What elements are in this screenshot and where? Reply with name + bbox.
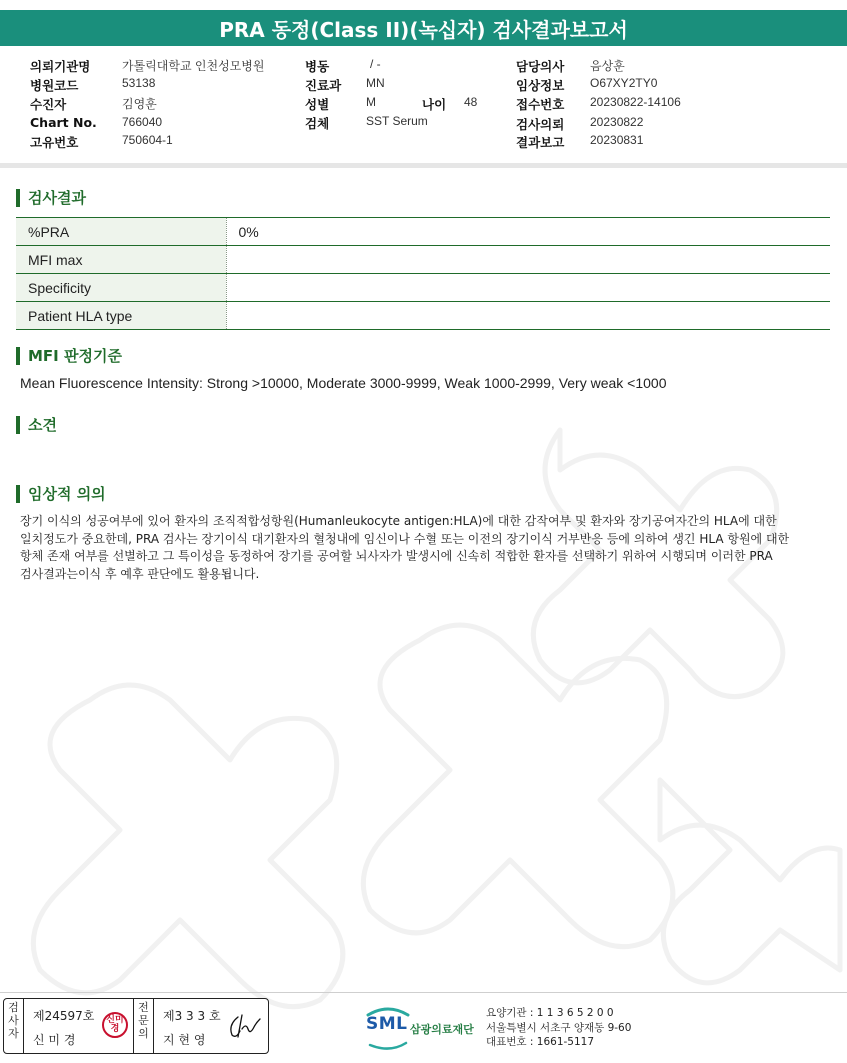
label-chart-no: Chart No. xyxy=(30,115,97,130)
institution-code: 요양기관 : 1 1 3 6 5 2 0 0 xyxy=(486,1007,614,1019)
results-table xyxy=(16,217,830,330)
examiner-label-text: 검사자 xyxy=(8,1001,19,1040)
section-results-title: 검사결과 xyxy=(16,189,86,207)
clinical-line: 검사결과는이식 후 예후 판단에도 활용됩니다. xyxy=(20,566,260,581)
label-department: 진료과 xyxy=(305,78,342,93)
value-doctor: 음상훈 xyxy=(590,59,625,73)
section-clinical-title: 임상적 의의 xyxy=(16,485,106,503)
examiner-seal-icon: 신미경 xyxy=(102,1012,128,1038)
signature-icon xyxy=(226,1011,262,1041)
section-opinion-title: 소견 xyxy=(16,416,57,434)
value-age: 48 xyxy=(464,95,478,109)
table-row xyxy=(16,218,830,246)
value-clinical-info: O67XY2TY0 xyxy=(590,76,658,90)
table-row xyxy=(16,302,830,330)
institution-name: 삼광의료재단 xyxy=(410,1023,474,1036)
signature-box xyxy=(3,998,269,1054)
value-institution: 가톨릭대학교 인천성모병원 xyxy=(122,59,265,73)
value-unique-no: 750604-1 xyxy=(122,133,173,147)
clinical-significance-text xyxy=(20,513,810,583)
value-report-date: 20230831 xyxy=(590,133,644,147)
footer-divider xyxy=(0,992,847,993)
institution-info xyxy=(486,1006,631,1050)
result-label: MFI max xyxy=(16,246,226,274)
specialist-name: 지 현 영 xyxy=(163,1033,206,1047)
result-label: Patient HLA type xyxy=(16,302,226,330)
value-patient: 김영훈 xyxy=(122,97,157,111)
label-unique-no: 고유번호 xyxy=(30,135,79,150)
label-specimen: 검체 xyxy=(305,116,330,131)
label-hospital-code: 병원코드 xyxy=(30,78,79,93)
mfi-criteria-text: Mean Fluorescence Intensity: Strong >10000, Moderate 3000-9999, Weak 1000-2999, Very weak <1000 xyxy=(20,375,667,391)
label-patient: 수진자 xyxy=(30,97,67,112)
specialist-label xyxy=(134,999,154,1053)
value-hospital-code: 53138 xyxy=(122,76,156,90)
label-receipt-no: 접수번호 xyxy=(516,97,565,112)
examiner-cell xyxy=(24,999,134,1053)
section-criteria-title: MFI 판정기준 xyxy=(16,347,122,365)
result-value xyxy=(226,246,830,274)
specialist-license: 제3 3 3 호 xyxy=(163,1009,221,1023)
label-clinical-info: 임상정보 xyxy=(516,78,565,93)
patient-info-block xyxy=(0,50,847,162)
value-department: MN xyxy=(366,76,385,90)
result-label: %PRA xyxy=(16,218,226,246)
label-institution: 의뢰기관명 xyxy=(30,59,91,74)
label-age: 나이 xyxy=(422,97,447,112)
header-divider xyxy=(0,163,847,168)
examiner-name: 신 미 경 xyxy=(33,1033,76,1047)
value-chart-no: 766040 xyxy=(122,115,163,129)
value-receipt-no: 20230822-14106 xyxy=(590,95,681,109)
table-row xyxy=(16,246,830,274)
label-request-date: 검사의뢰 xyxy=(516,117,565,132)
result-value: 0% xyxy=(226,218,830,246)
label-ward: 병동 xyxy=(305,59,330,74)
value-ward: / - xyxy=(370,57,381,71)
result-value xyxy=(226,274,830,302)
report-title: PRA 동정(Class II)(녹십자) 검사결과보고서 xyxy=(0,10,847,46)
examiner-label xyxy=(4,999,24,1053)
institution-phone: 대표번호 : 1661-5117 xyxy=(486,1036,595,1048)
table-row xyxy=(16,274,830,302)
sml-logo-text: SML xyxy=(366,1014,408,1034)
result-value xyxy=(226,302,830,330)
institution-address: 서울특별시 서초구 양재동 9-60 xyxy=(486,1021,632,1034)
value-request-date: 20230822 xyxy=(590,115,644,129)
label-sex: 성별 xyxy=(305,97,330,112)
label-doctor: 담당의사 xyxy=(516,59,565,74)
value-specimen: SST Serum xyxy=(366,114,428,128)
clinical-line: 항체 존재 여부를 선별하고 그 특이성을 동정하여 장기를 공여할 뇌사자가 발생시에 신속히 적합한 환자를 선택하기 위하여 시행되며 이러한 PRA xyxy=(20,549,773,563)
specialist-label-text: 전문의 xyxy=(138,1001,149,1040)
specialist-cell xyxy=(154,999,268,1053)
result-label: Specificity xyxy=(16,274,226,302)
label-report-date: 결과보고 xyxy=(516,135,565,150)
examiner-license: 제24597호 xyxy=(33,1009,95,1023)
value-sex: M xyxy=(366,95,376,109)
clinical-line: 일치정도가 중요한데, PRA 검사는 장기이식 대기환자의 혈청내에 임신이나 수혈 또는 이전의 장기이식 거부반응 등에 의하여 생긴 HLA 항원에 대한 xyxy=(20,531,790,546)
clinical-line: 장기 이식의 성공여부에 있어 환자의 조직적합성항원(Humanleukocyte antigen:HLA)에 대한 감작여부 및 환자와 장기공여자간의 HLA에 대한 xyxy=(20,514,777,528)
sml-logo-icon xyxy=(364,1003,484,1051)
